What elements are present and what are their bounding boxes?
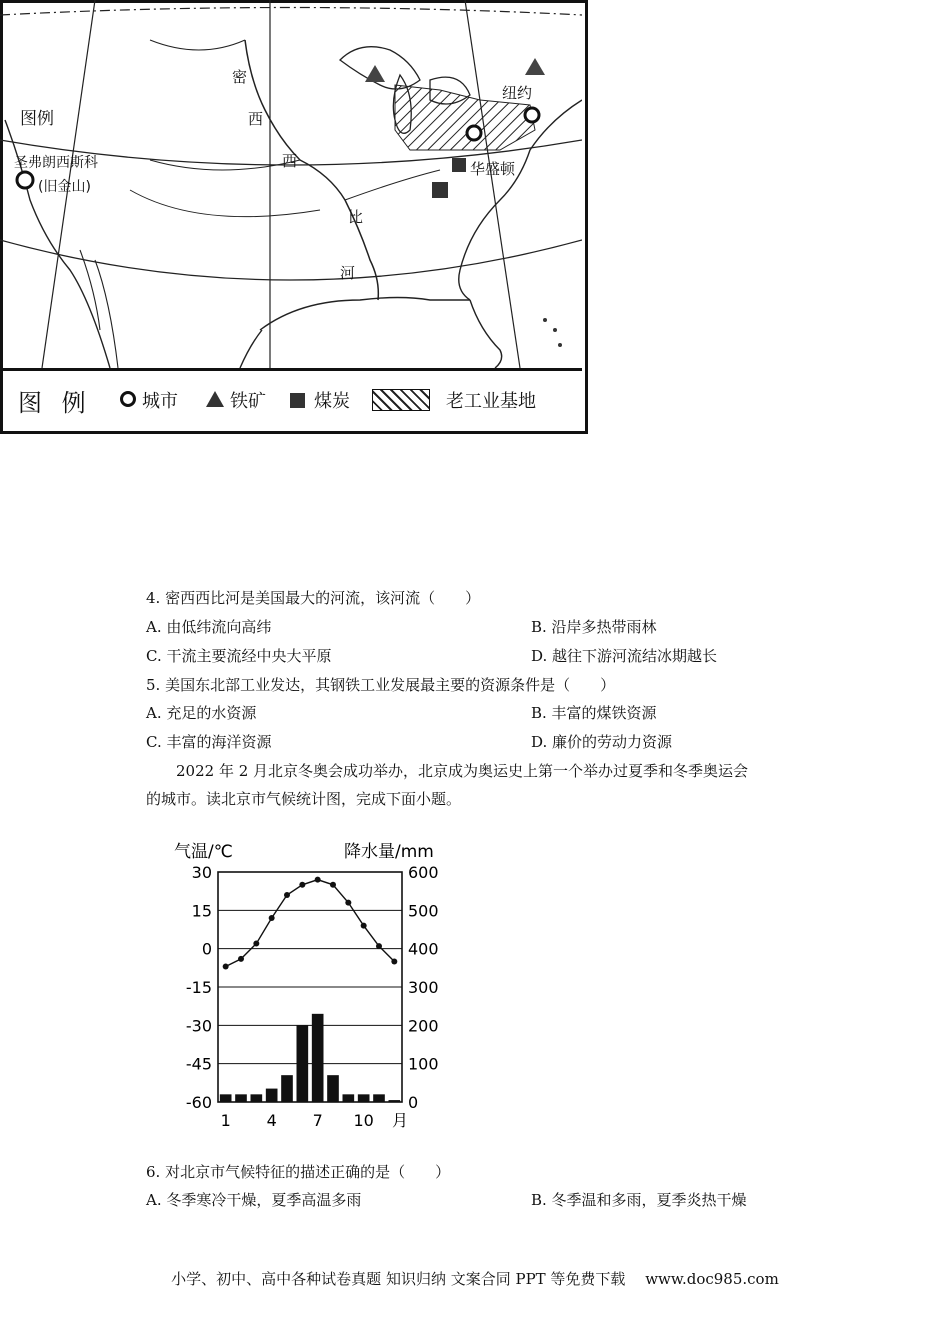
- label-old-gold-mountain: (旧金山): [38, 179, 91, 195]
- precipitation-bar: [312, 1014, 324, 1102]
- latitude-line: [0, 240, 582, 280]
- temperature-point: [238, 956, 244, 962]
- precipitation-bar: [297, 1025, 309, 1102]
- florida-coastline: [470, 300, 502, 368]
- temperature-point: [361, 923, 367, 929]
- temperature-line: [223, 877, 398, 970]
- baja-coastline: [80, 250, 118, 368]
- precipitation-bar: [220, 1094, 232, 1102]
- legend-coal-label: 煤炭: [314, 391, 350, 412]
- x-tick-label: 1: [220, 1111, 231, 1130]
- temperature-point: [223, 964, 229, 970]
- x-tick-label: 4: [266, 1111, 277, 1130]
- temperature-curve: [226, 880, 395, 967]
- q5-option-b[interactable]: B. 丰富的煤铁资源: [531, 704, 657, 722]
- q4-option-c[interactable]: C. 干流主要流经中央大平原: [146, 647, 332, 665]
- precipitation-bar: [327, 1075, 339, 1102]
- precipitation-bar: [251, 1094, 263, 1102]
- mexico-coastline: [240, 330, 262, 368]
- temperature-point: [376, 943, 382, 949]
- x-tick-label: 10: [353, 1111, 374, 1130]
- city-new-york: [525, 108, 539, 122]
- temperature-point: [299, 882, 305, 888]
- river-char-2: 西: [248, 110, 264, 128]
- q4-option-a[interactable]: A. 由低纬流向高纬: [146, 618, 272, 636]
- map-legend: [0, 368, 582, 428]
- city-san-francisco: [17, 172, 33, 188]
- legend-city-icon: [120, 391, 136, 407]
- temperature-point: [284, 892, 290, 898]
- great-lakes: [340, 47, 420, 89]
- precipitation-bar: [266, 1089, 278, 1102]
- beijing-climate-chart: [160, 836, 460, 1136]
- left-tick-label: -45: [185, 1054, 212, 1074]
- left-tick-label: -30: [185, 1016, 212, 1036]
- right-tick-label: 100: [408, 1054, 439, 1074]
- page-footer: 小学、初中、高中各种试卷真题 知识归纳 文案合同 PPT 等免费下载 www.doc985.com: [171, 1270, 779, 1288]
- q4-option-d[interactable]: D. 越往下游河流结冰期越长: [531, 647, 718, 665]
- left-axis-label: 气温/℃: [174, 842, 233, 862]
- temperature-point: [330, 882, 336, 888]
- iron-ore-symbol: [365, 65, 385, 82]
- right-tick-label: 400: [408, 939, 439, 959]
- q5-option-c[interactable]: C. 丰富的海洋资源: [146, 733, 272, 751]
- label-san-francisco: 圣弗朗西斯科: [14, 155, 98, 171]
- label-washington: 华盛顿: [470, 160, 516, 178]
- q5-option-d[interactable]: D. 廉价的劳动力资源: [531, 733, 673, 751]
- precipitation-bar: [358, 1094, 370, 1102]
- intro-line-1: 2022 年 2 月北京冬奥会成功举办，北京成为奥运史上第一个举办过夏季和冬季奥运会: [176, 762, 749, 780]
- river-char-4: 比: [348, 208, 364, 226]
- legend-coal-icon: [290, 393, 305, 408]
- river-char-3: 西: [282, 152, 298, 170]
- left-tick-label: -15: [185, 978, 212, 997]
- gulf-coastline: [260, 298, 470, 331]
- left-tick-label: 15: [191, 901, 212, 921]
- temperature-point: [269, 915, 275, 921]
- arkansas-river: [130, 190, 320, 217]
- border-line: [0, 8, 582, 16]
- precipitation-bar: [373, 1094, 385, 1102]
- mississippi-river: [245, 40, 378, 300]
- legend-iron-label: 铁矿: [230, 391, 266, 412]
- city-washington: [467, 126, 481, 140]
- river-char-1: 密: [232, 68, 248, 86]
- left-tick-label: 30: [191, 863, 212, 882]
- temperature-point: [253, 941, 259, 947]
- legend-industry-label: 老工业基地: [446, 391, 536, 412]
- q6-option-a[interactable]: A. 冬季寒冷干燥，夏季高温多雨: [146, 1191, 362, 1209]
- right-tick-label: 300: [408, 978, 439, 997]
- q4-option-b[interactable]: B. 沿岸多热带雨林: [531, 618, 657, 636]
- x-unit-label: 月: [391, 1111, 409, 1130]
- precipitation-bar: [235, 1094, 247, 1102]
- precipitation-bar: [343, 1094, 355, 1102]
- right-axis-label: 降水量/mm: [344, 842, 434, 862]
- temperature-point: [315, 877, 321, 883]
- legend-iron-icon: [206, 391, 224, 407]
- legend-industry-icon: [372, 389, 430, 411]
- right-tick-label: 0: [408, 1093, 419, 1112]
- left-tick-label: 0: [201, 939, 212, 959]
- right-tick-label: 600: [408, 863, 439, 882]
- q5-option-a[interactable]: A. 充足的水资源: [146, 704, 257, 722]
- right-tick-label: 200: [408, 1016, 439, 1036]
- longitude-line: [465, 0, 520, 368]
- intro-line-2: 的城市。读北京市气候统计图，完成下面小题。: [146, 790, 462, 808]
- q4-stem: 4. 密西西比河是美国最大的河流，该河流（ ）: [146, 589, 481, 607]
- precipitation-bars: [220, 1014, 400, 1102]
- iron-ore-symbol: [525, 58, 545, 75]
- q5-stem: 5. 美国东北部工业发达，其钢铁工业发展最主要的资源条件是（ ）: [146, 676, 616, 694]
- temperature-point: [345, 900, 351, 906]
- x-tick-label: 7: [312, 1111, 323, 1130]
- coal-symbol: [452, 158, 466, 172]
- coal-symbol: [432, 182, 448, 198]
- q6-stem: 6. 对北京市气候特征的描述正确的是（ ）: [146, 1163, 451, 1181]
- legend-city-label: 城市: [142, 391, 178, 412]
- left-tick-label: -60: [185, 1093, 212, 1112]
- chart-grid: [218, 872, 402, 1102]
- usa-map-figure: [0, 0, 588, 434]
- map-legend-small-label: 图例: [20, 109, 54, 129]
- label-new-york: 纽约: [502, 84, 533, 102]
- legend-title: 图 例: [18, 389, 92, 417]
- right-tick-label: 500: [408, 901, 439, 921]
- river-char-5: 河: [340, 264, 356, 282]
- temperature-point: [391, 958, 397, 964]
- q6-option-b[interactable]: B. 冬季温和多雨，夏季炎热干燥: [531, 1191, 747, 1209]
- precipitation-bar: [389, 1100, 401, 1102]
- precipitation-bar: [281, 1075, 293, 1102]
